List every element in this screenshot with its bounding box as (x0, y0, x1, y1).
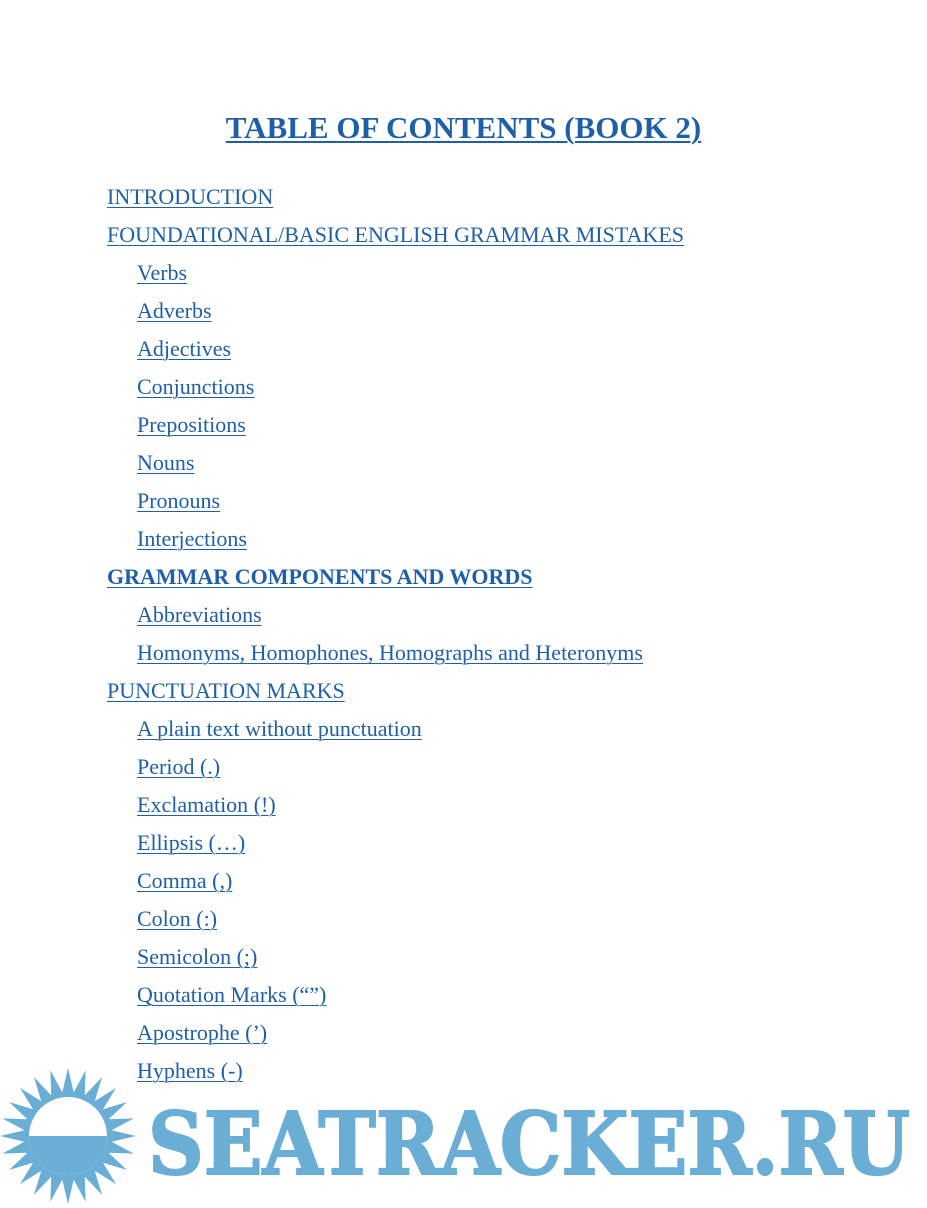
toc-comma[interactable]: Comma (,) (137, 868, 233, 893)
toc-foundational-grammar-mistakes[interactable]: FOUNDATIONAL/BASIC ENGLISH GRAMMAR MISTAKES (107, 222, 684, 247)
toc-quotation-marks[interactable]: Quotation Marks (“”) (137, 982, 327, 1007)
toc-hyphens[interactable]: Hyphens (-) (137, 1058, 243, 1083)
toc-prepositions[interactable]: Prepositions (137, 412, 246, 437)
toc-adverbs[interactable]: Adverbs (137, 298, 212, 323)
toc-apostrophe[interactable]: Apostrophe (’) (137, 1020, 268, 1045)
toc-introduction[interactable]: INTRODUCTION (107, 184, 274, 209)
toc-punctuation-marks[interactable]: PUNCTUATION MARKS (107, 678, 345, 703)
toc-period[interactable]: Period (.) (137, 754, 221, 779)
watermark-text: SEATRACKER.RU (148, 1094, 910, 1195)
seatracker-watermark (0, 1068, 927, 1208)
page-title: TABLE OF CONTENTS (BOOK 2) (225, 110, 702, 145)
toc-exclamation[interactable]: Exclamation (!) (137, 792, 276, 817)
toc-grammar-components-and-words[interactable]: GRAMMAR COMPONENTS AND WORDS (107, 564, 533, 589)
toc-ellipsis[interactable]: Ellipsis (…) (137, 830, 246, 855)
toc-semicolon[interactable]: Semicolon (;) (137, 944, 258, 969)
toc-interjections[interactable]: Interjections (137, 526, 247, 551)
toc-plain-text-without-punctuation[interactable]: A plain text without punctuation (137, 716, 422, 741)
toc-colon[interactable]: Colon (:) (137, 906, 218, 931)
toc-adjectives[interactable]: Adjectives (137, 336, 232, 361)
table-of-contents (107, 178, 887, 1090)
toc-abbreviations[interactable]: Abbreviations (137, 602, 262, 627)
toc-homonyms[interactable]: Homonyms, Homophones, Homographs and Heteronyms (137, 640, 643, 665)
toc-pronouns[interactable]: Pronouns (137, 488, 221, 513)
toc-conjunctions[interactable]: Conjunctions (137, 374, 255, 399)
toc-nouns[interactable]: Nouns (137, 450, 195, 475)
toc-verbs[interactable]: Verbs (137, 260, 188, 285)
sun-icon (0, 1068, 136, 1204)
